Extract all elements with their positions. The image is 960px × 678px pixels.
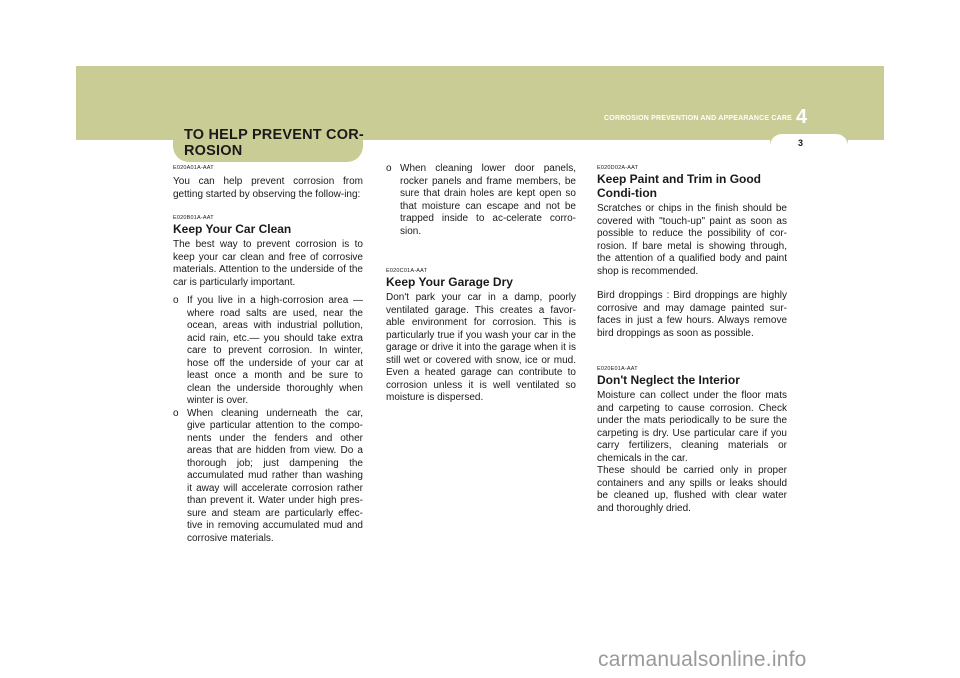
page-number: 3 [798, 138, 804, 148]
heading-keep-paint-trim: Keep Paint and Trim in Good Condi-tion [597, 172, 762, 200]
page-tab-cutout [770, 134, 848, 152]
paragraph: These should be carried only in proper containers and any spills or leaks should be cleaned up, flushed with clear water and thoroughly dried. [597, 465, 787, 514]
bullet-mark: o [173, 295, 179, 306]
bullet-mark: o [173, 407, 179, 419]
column-1 [173, 165, 363, 545]
heading-keep-garage-dry: Keep Your Garage Dry [386, 275, 513, 289]
list-item [173, 295, 363, 408]
paragraph: Moisture can collect under the floor mats and carpeting to cause corrosion. Check under the mats periodically to be sure the carpeting is dry. Use particular care if you carry fertilizers, cleaning materials or chemicals in the car. [597, 390, 787, 464]
section-title: TO HELP PREVENT COR-ROSION [184, 127, 364, 159]
list-item-text: When cleaning lower door panels, rocker panels and frame members, be sure that drain holes are kept open so that moisture can escape and not be trapped inside to ac-celerate corro-sion. [400, 163, 576, 237]
section-code: E020E01A-AAT [597, 366, 638, 372]
paragraph: Don't park your car in a damp, poorly ventilated garage. This creates a favor-able environment for corrosion. This is particularly true if you wash your car in the garage or drive it into the garage when it is still wet or covered with snow, ice or mud. Even a heated garage can contribute to corrosion unless it is well ventilated so moisture is dispersed. [386, 292, 576, 403]
paragraph: Scratches or chips in the finish should be covered with "touch-up" paint as soon as possible to reduce the possibility of cor-rosion. If bare metal is showing through, the attention of a qualified body and paint shop is recommended. [597, 203, 787, 277]
watermark: carmanualsonline.info [598, 648, 807, 671]
column-3 [597, 165, 787, 515]
heading-dont-neglect-interior: Don't Neglect the Interior [597, 373, 740, 387]
list-item [386, 163, 576, 238]
paragraph: Bird droppings : Bird droppings are highly corrosive and may damage painted sur-faces in just a few hours. Always remove bird droppings as soon as possible. [597, 290, 787, 339]
bullet-mark: o [386, 163, 392, 174]
section-code: E020B01A-AAT [173, 215, 214, 221]
paragraph: The best way to prevent corrosion is to keep your car clean and free of corrosive materials. Attention to the underside of the car is particularly important. [173, 239, 363, 288]
column-2 [386, 163, 576, 405]
section-code: E020A01A-AAT [173, 165, 214, 171]
section-code: E020C01A-AAT [386, 268, 428, 274]
list-item [173, 408, 363, 546]
intro-paragraph: You can help prevent corrosion from getting started by observing the follow-ing: [173, 176, 363, 200]
list-item-text: When cleaning underneath the car, give particular attention to the compo-nents under the fenders and other areas that are hidden from view. Do a thorough job; just dampening the accumulated mud rather than washing it away will accelerate corrosion rather than prevent it. Water under high pres-sure and steam are particularly effec-tive in removing accumulated mud and corrosive materials. [187, 407, 363, 544]
chapter-label: CORROSION PREVENTION AND APPEARANCE CARE [604, 115, 792, 122]
chapter-number: 4 [796, 106, 808, 128]
list-item-text: If you live in a high-corrosion area — where road salts are used, near the ocean, areas with industrial pollution, acid rain, etc.— you should take extra care to prevent corrosion. In winter, hose off the underside of your car at least once a month and be sure to clean the underside thoroughly when winter is over. [187, 295, 363, 406]
section-code: E020D02A-AAT [597, 165, 639, 171]
heading-keep-car-clean: Keep Your Car Clean [173, 222, 292, 236]
